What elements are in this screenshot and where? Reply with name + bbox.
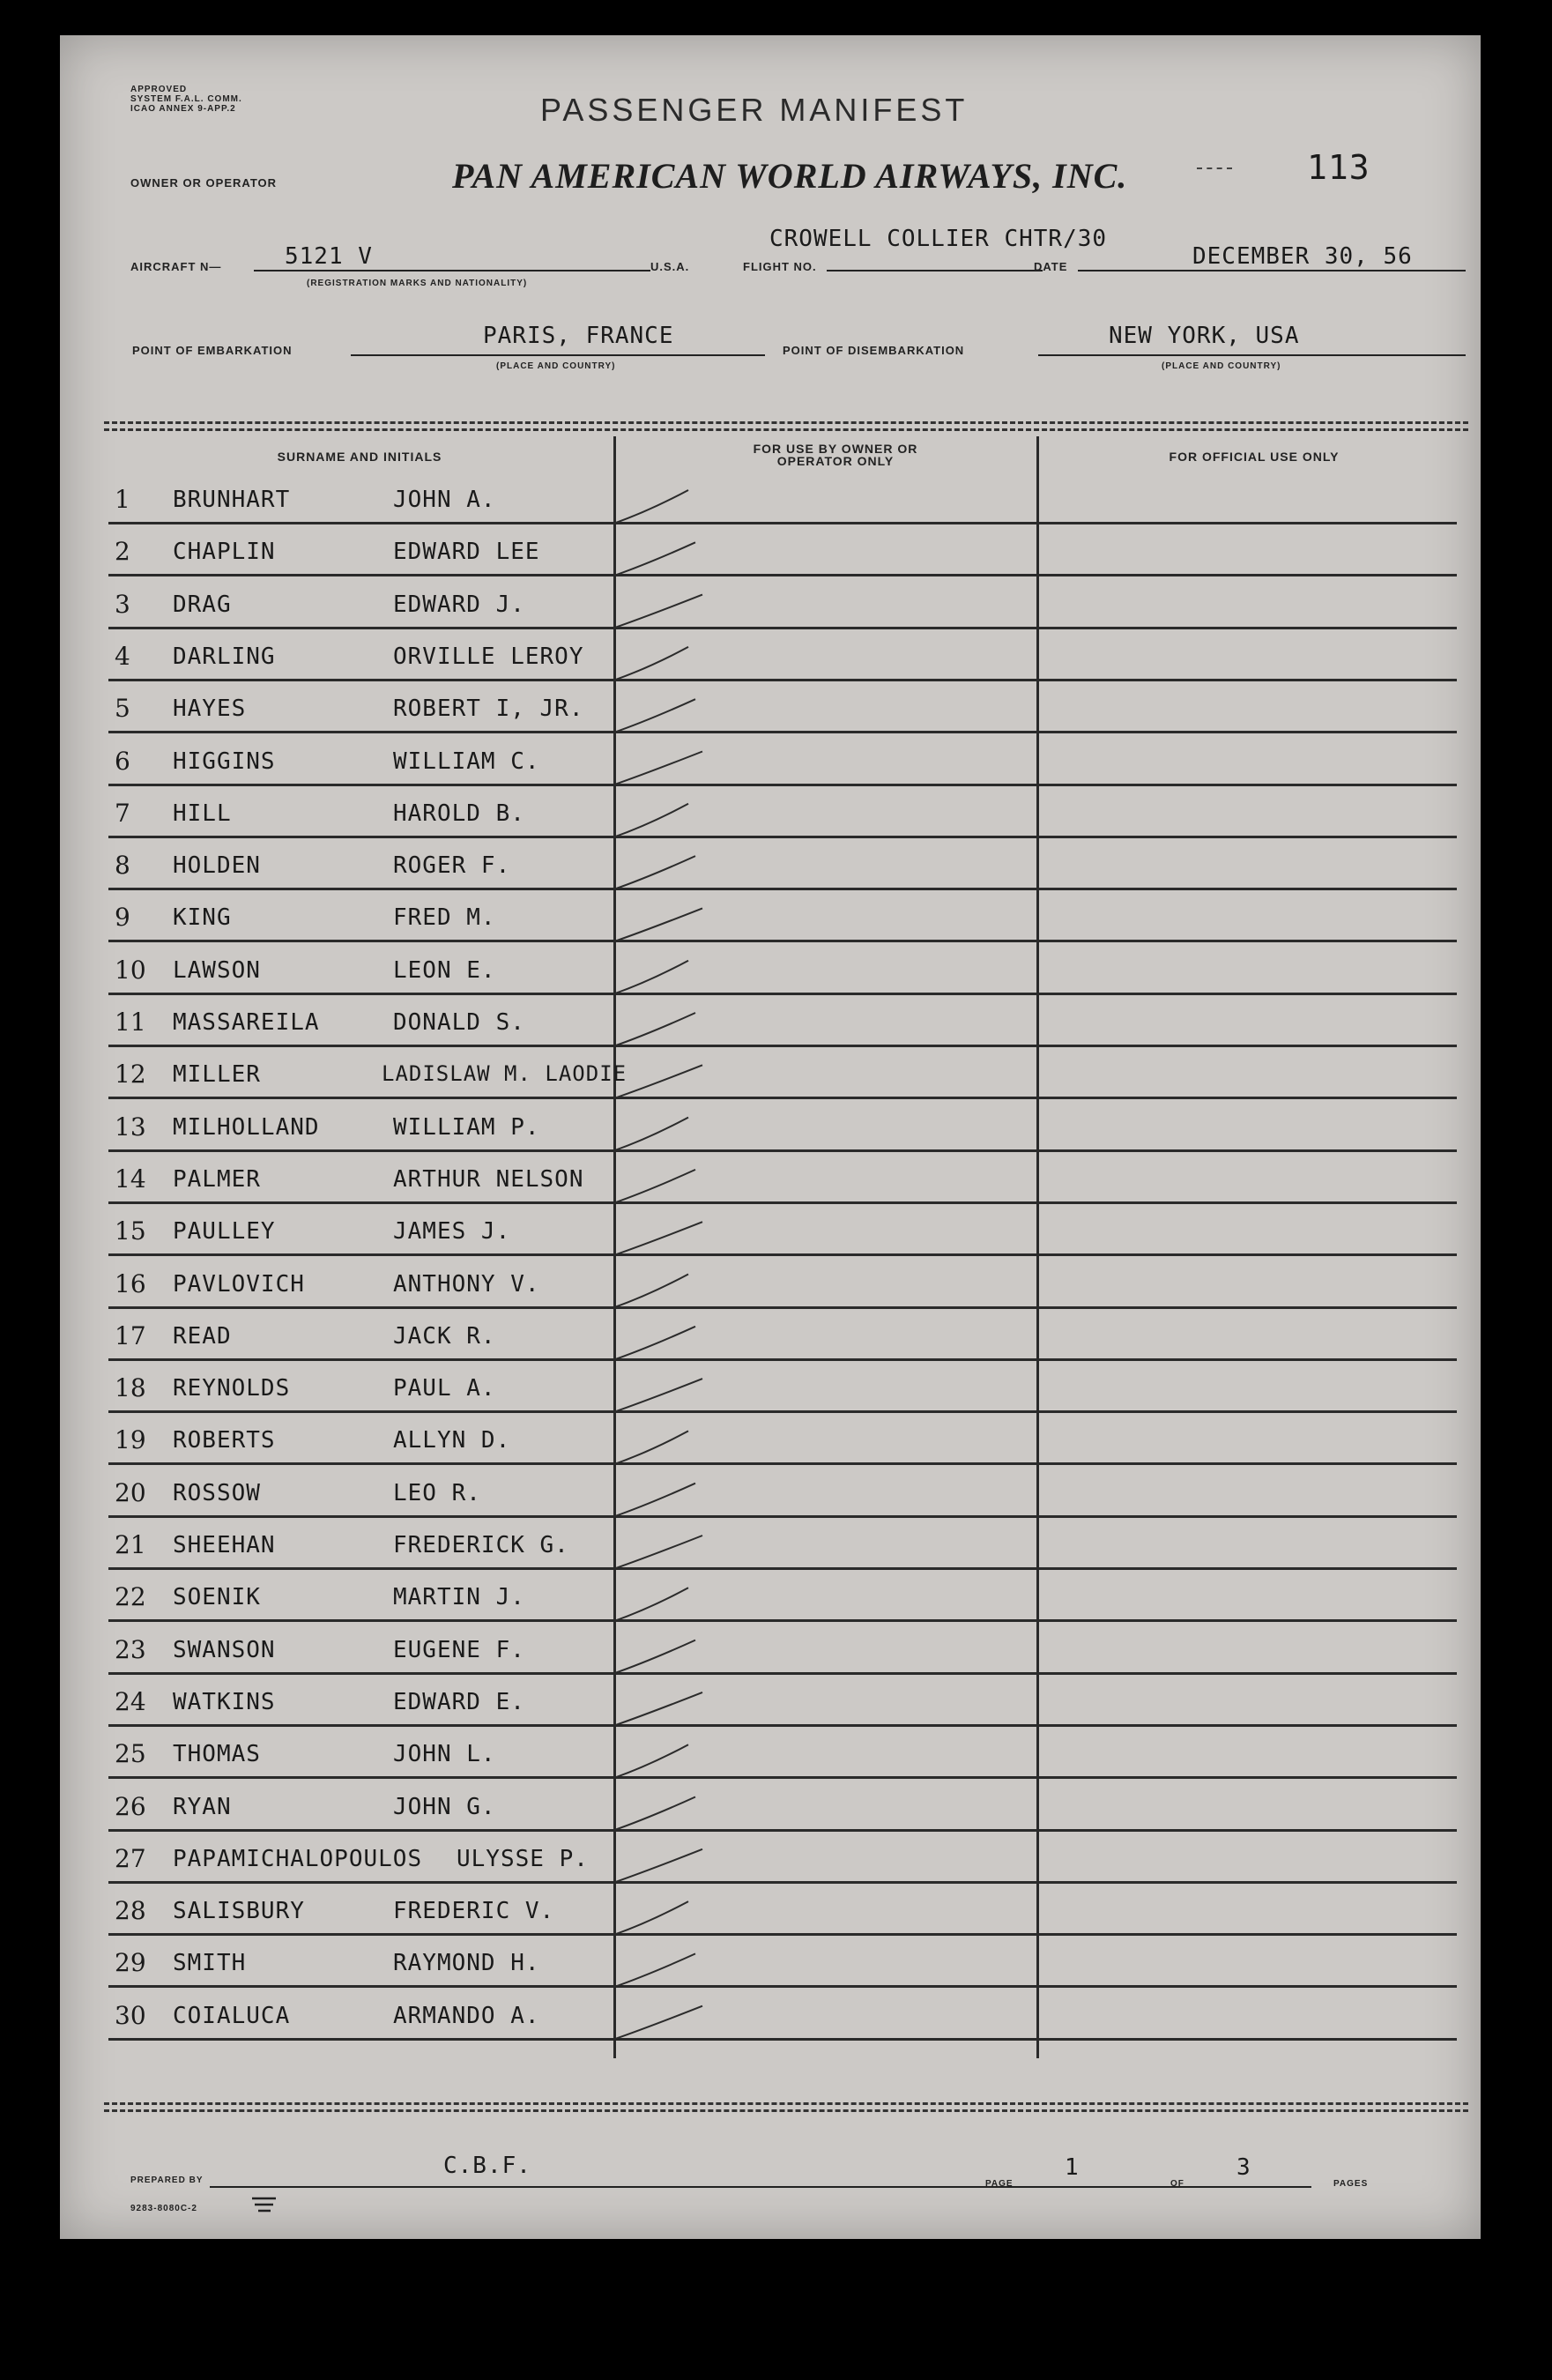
- check-stroke: [613, 1065, 702, 1098]
- embarkation-value: PARIS, FRANCE: [483, 323, 674, 349]
- row-number: 22: [115, 1582, 146, 1612]
- passenger-surname: DRAG: [173, 591, 232, 618]
- page-value: 1: [1065, 2154, 1080, 2181]
- prepared-value: C.B.F.: [443, 2153, 531, 2179]
- passenger-given-names: LEO R.: [393, 1479, 481, 1506]
- passenger-given-names: JACK R.: [393, 1322, 496, 1350]
- disembarkation-value: NEW YORK, USA: [1109, 323, 1300, 349]
- handwritten-checkmarks: [60, 35, 1481, 2239]
- passenger-surname: HAYES: [173, 695, 247, 723]
- row-number: 10: [115, 955, 146, 985]
- passenger-surname: HILL: [173, 800, 232, 827]
- check-stroke: [613, 1431, 688, 1464]
- passenger-given-names: ARMANDO A.: [393, 2002, 540, 2029]
- passenger-given-names: RAYMOND H.: [393, 1950, 540, 1977]
- passenger-given-names: ALLYN D.: [393, 1427, 511, 1454]
- check-stroke: [613, 595, 702, 628]
- flight-value: CROWELL COLLIER CHTR/30: [769, 226, 1108, 252]
- passenger-surname: PAVLOVICH: [173, 1270, 305, 1298]
- row-number: 8: [115, 851, 130, 881]
- check-stroke: [613, 1588, 688, 1621]
- passenger-given-names: FREDERICK G.: [393, 1532, 569, 1558]
- check-stroke: [613, 1536, 702, 1569]
- passenger-surname: PALMER: [173, 1165, 261, 1193]
- row-number: 30: [115, 2000, 146, 2030]
- passenger-surname: ROBERTS: [173, 1427, 276, 1454]
- check-stroke: [613, 542, 695, 576]
- passenger-given-names: WILLIAM C.: [393, 747, 540, 775]
- passenger-surname: REYNOLDS: [173, 1375, 291, 1402]
- passenger-surname: READ: [173, 1322, 232, 1350]
- airline-name: PAN AMERICAN WORLD AIRWAYS, INC.: [452, 156, 1128, 196]
- passenger-surname: SHEEHAN: [173, 1532, 276, 1558]
- passenger-given-names: ANTHONY V.: [393, 1270, 540, 1298]
- passenger-surname: BRUNHART: [173, 487, 291, 513]
- check-stroke: [613, 1901, 688, 1935]
- check-stroke: [613, 1118, 688, 1151]
- check-stroke: [613, 1692, 702, 1726]
- embarkation-sub: (PLACE AND COUNTRY): [496, 361, 616, 371]
- row-number: 7: [115, 798, 130, 828]
- embarkation-label: POINT OF EMBARKATION: [132, 344, 293, 357]
- passenger-surname: CHAPLIN: [173, 539, 276, 566]
- row-number: 23: [115, 1634, 146, 1664]
- passenger-given-names: ROGER F.: [393, 852, 511, 880]
- check-stroke: [613, 1849, 702, 1883]
- check-stroke: [613, 699, 695, 733]
- form-number: 9283-8080C-2: [130, 2204, 197, 2213]
- passenger-surname: LAWSON: [173, 956, 261, 984]
- check-stroke: [613, 1744, 688, 1778]
- row-number: 2: [115, 537, 130, 567]
- passenger-surname: SOENIK: [173, 1584, 261, 1611]
- of-label: OF: [1170, 2179, 1184, 2189]
- passenger-surname: THOMAS: [173, 1741, 261, 1768]
- row-number: 27: [115, 1843, 146, 1873]
- row-number: 20: [115, 1477, 146, 1507]
- check-stroke: [613, 1275, 688, 1308]
- row-number: 16: [115, 1268, 146, 1298]
- row-number: 1: [115, 485, 130, 514]
- row-number: 3: [115, 589, 130, 619]
- row-number: 26: [115, 1791, 146, 1821]
- check-stroke: [613, 804, 688, 837]
- row-number: 17: [115, 1320, 146, 1350]
- check-stroke: [613, 1797, 695, 1831]
- row-number: 12: [115, 1060, 146, 1090]
- passenger-given-names: ROBERT I, JR.: [393, 695, 584, 723]
- check-stroke: [613, 908, 702, 941]
- page-label: PAGE: [985, 2179, 1014, 2189]
- flight-label: FLIGHT NO.: [743, 260, 817, 273]
- passenger-given-names: LEON E.: [393, 956, 496, 984]
- check-stroke: [613, 1013, 695, 1046]
- of-value: 3: [1236, 2154, 1251, 2181]
- passenger-surname: ROSSOW: [173, 1479, 261, 1506]
- approval-line: SYSTEM F.A.L. COMM.: [130, 94, 242, 104]
- passenger-given-names: PAUL A.: [393, 1375, 496, 1402]
- passenger-given-names: FREDERIC V.: [393, 1898, 555, 1925]
- passenger-surname: SWANSON: [173, 1636, 276, 1663]
- check-stroke: [613, 2006, 702, 2040]
- approval-line: ICAO ANNEX 9-APP.2: [130, 104, 236, 114]
- passenger-given-names: EDWARD E.: [393, 1688, 525, 1715]
- passenger-given-names: MARTIN J.: [393, 1584, 525, 1611]
- row-number: 15: [115, 1216, 146, 1246]
- passenger-given-names: LADISLAW M. LAODIE: [382, 1061, 627, 1087]
- passenger-given-names: FRED M.: [393, 904, 496, 932]
- disembarkation-sub: (PLACE AND COUNTRY): [1162, 361, 1281, 371]
- row-number: 14: [115, 1164, 146, 1194]
- passenger-surname: HOLDEN: [173, 852, 261, 880]
- check-stroke: [613, 490, 688, 524]
- passenger-given-names: HAROLD B.: [393, 800, 525, 827]
- passenger-given-names: JAMES J.: [393, 1218, 511, 1246]
- check-stroke: [613, 1640, 695, 1674]
- row-number: 13: [115, 1112, 146, 1142]
- date-value: DECEMBER 30, 56: [1192, 243, 1413, 270]
- passenger-surname: DARLING: [173, 643, 276, 670]
- check-stroke: [613, 752, 702, 785]
- row-number: 9: [115, 903, 130, 933]
- passenger-given-names: ORVILLE LEROY: [393, 643, 584, 670]
- usa-label: U.S.A.: [650, 260, 690, 273]
- check-stroke: [613, 1170, 695, 1203]
- passenger-given-names: JOHN A.: [393, 487, 496, 513]
- check-stroke: [613, 961, 688, 994]
- passenger-given-names: WILLIAM P.: [393, 1113, 540, 1141]
- passenger-surname: WATKINS: [173, 1688, 276, 1715]
- owner-label: OWNER OR OPERATOR: [130, 176, 278, 190]
- passenger-surname: RYAN: [173, 1793, 232, 1820]
- disembarkation-label: POINT OF DISEMBARKATION: [783, 344, 965, 357]
- row-number: 19: [115, 1425, 146, 1455]
- passenger-given-names: EDWARD LEE: [393, 539, 540, 566]
- check-stroke: [613, 647, 688, 681]
- aircraft-label: AIRCRAFT N—: [130, 260, 222, 273]
- passenger-given-names: JOHN L.: [393, 1741, 496, 1768]
- passenger-given-names: DONALD S.: [393, 1009, 525, 1036]
- passenger-surname: KING: [173, 904, 232, 932]
- check-stroke: [613, 1484, 695, 1517]
- approval-line: APPROVED: [130, 85, 188, 94]
- check-stroke: [613, 1379, 702, 1412]
- row-number: 6: [115, 746, 130, 776]
- check-stroke: [613, 1222, 702, 1255]
- passenger-surname: HIGGINS: [173, 747, 276, 775]
- aircraft-registration: 5121 V: [285, 243, 373, 270]
- passenger-given-names: EDWARD J.: [393, 591, 525, 618]
- manifest-sheet: [60, 35, 1481, 2239]
- row-number: 21: [115, 1530, 146, 1559]
- passenger-given-names: ARTHUR NELSON: [393, 1165, 584, 1193]
- row-number: 25: [115, 1739, 146, 1769]
- row-number: 5: [115, 694, 130, 724]
- passenger-surname: MILHOLLAND: [173, 1113, 320, 1141]
- check-stroke: [613, 856, 695, 889]
- row-number: 29: [115, 1948, 146, 1978]
- row-number: 11: [115, 1008, 146, 1037]
- pages-label: PAGES: [1333, 2179, 1369, 2189]
- passenger-surname: SMITH: [173, 1950, 247, 1977]
- passenger-surname: MASSAREILA: [173, 1009, 320, 1036]
- passenger-surname: PAPAMICHALOPOULOS: [173, 1845, 423, 1872]
- passenger-surname: PAULLEY: [173, 1218, 276, 1246]
- owner-column-header: FOR USE BY OWNER OR OPERATOR ONLY: [753, 442, 918, 468]
- row-number: 28: [115, 1896, 146, 1926]
- prepared-label: PREPARED BY: [130, 2175, 204, 2185]
- row-number: 4: [115, 641, 130, 671]
- surname-column-header: SURNAME AND INITIALS: [277, 450, 442, 464]
- row-number: 18: [115, 1373, 146, 1403]
- check-stroke: [613, 1953, 695, 1987]
- row-number: 24: [115, 1686, 146, 1716]
- aircraft-sub: (REGISTRATION MARKS AND NATIONALITY): [307, 279, 528, 288]
- passenger-given-names: EUGENE F.: [393, 1636, 525, 1663]
- form-title: PASSENGER MANIFEST: [540, 92, 969, 128]
- passenger-given-names: ULYSSE P.: [457, 1845, 589, 1872]
- passenger-surname: MILLER: [173, 1061, 261, 1089]
- official-column-header: FOR OFFICIAL USE ONLY: [1169, 450, 1340, 464]
- passenger-surname: SALISBURY: [173, 1898, 305, 1925]
- check-stroke: [613, 1327, 695, 1360]
- passenger-surname: COIALUCA: [173, 2002, 291, 2029]
- manifest-number: 113: [1307, 148, 1370, 187]
- passenger-given-names: JOHN G.: [393, 1793, 496, 1820]
- date-label: DATE: [1034, 260, 1068, 273]
